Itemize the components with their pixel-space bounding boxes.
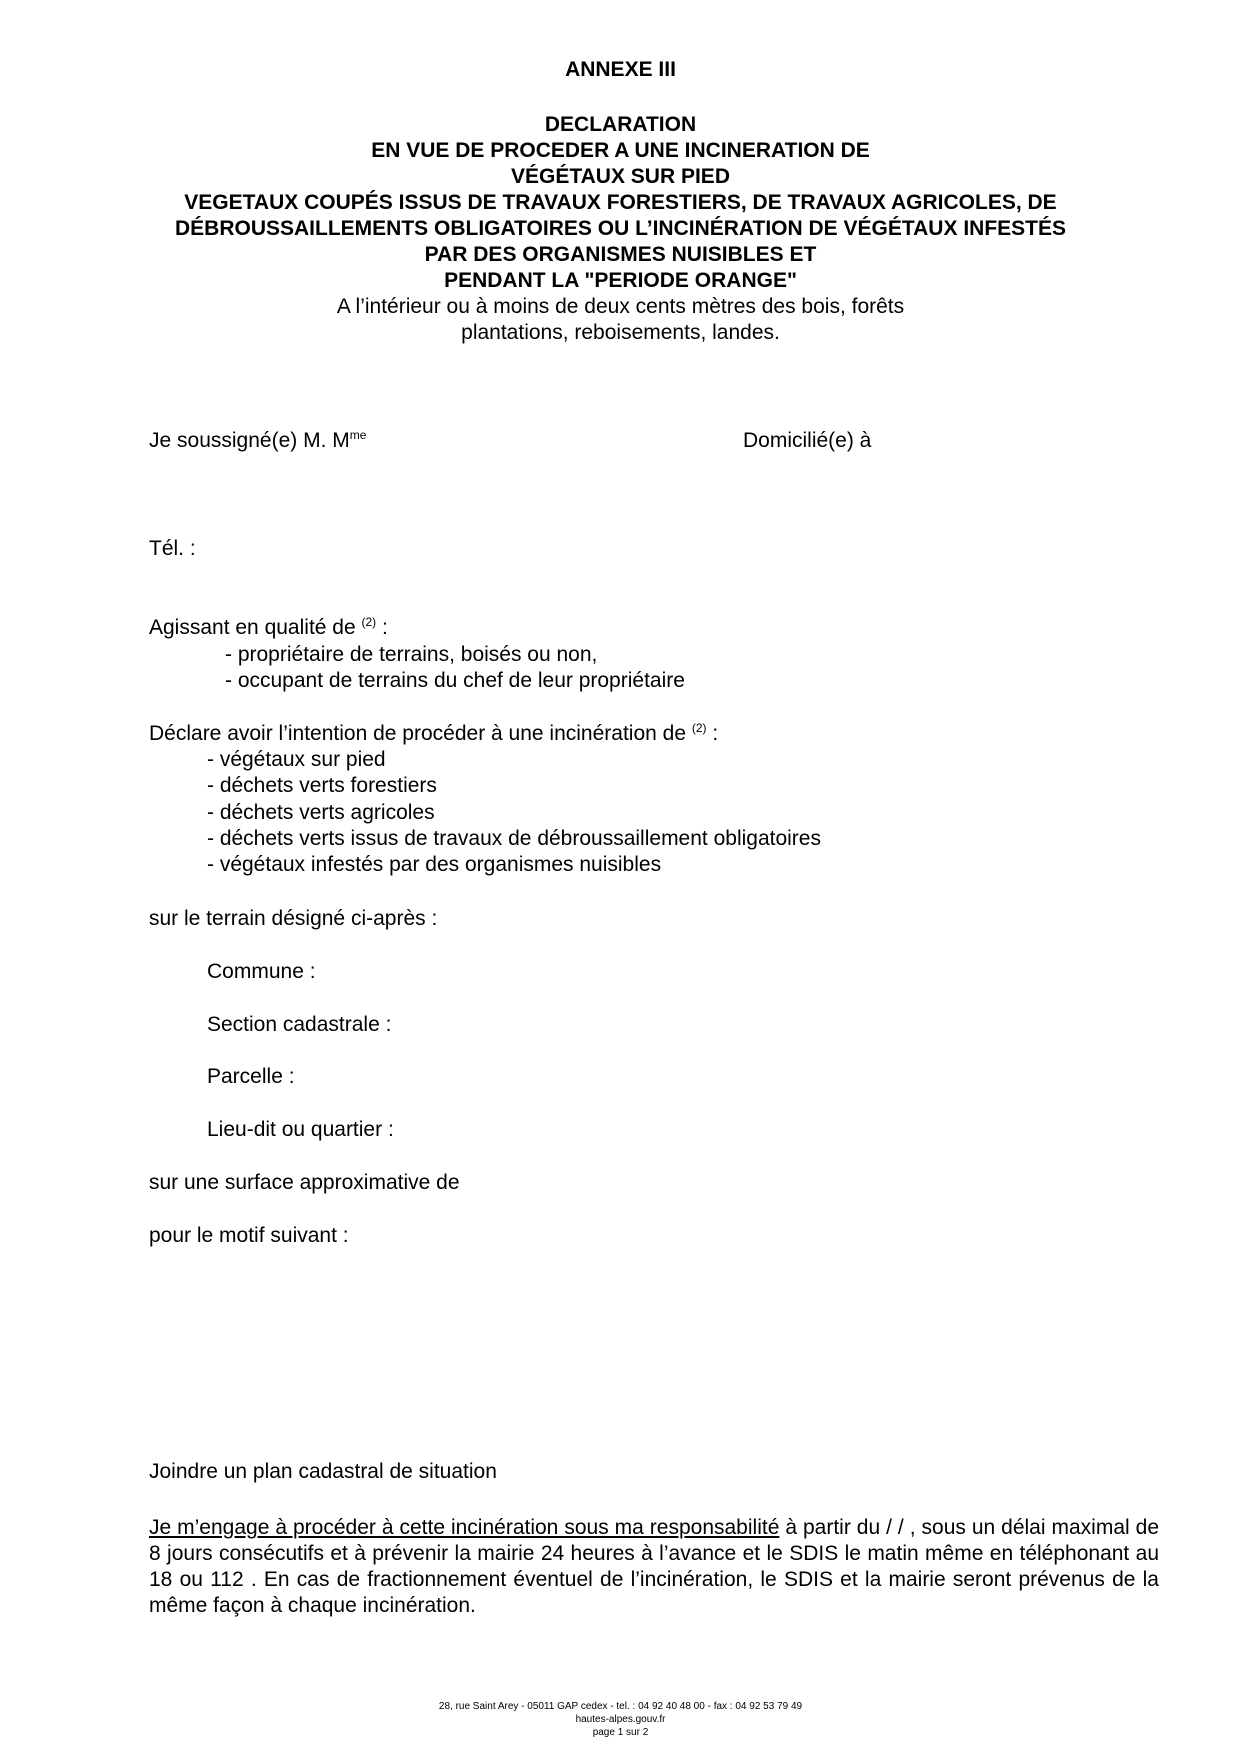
title-line: PAR DES ORGANISMES NUISIBLES ET	[424, 243, 817, 266]
soussigne-field	[149, 428, 366, 454]
domicile-label: Domicilié(e) à	[743, 429, 872, 452]
commitment-rest: un délai maximal de 8 jours consécutifs et à prévenir la mairie 24 heures à l’avance et le SDIS le matin même en téléphonant au 18 ou 112 . En cas de fractionnement éventuel de l’incinération, le SDIS et la mairie seront prévenus de la même façon à chaque incinération.	[149, 1516, 1159, 1617]
type-item: - déchets verts issus de travaux de débroussaillement obligatoires	[207, 827, 821, 850]
declare-label: Déclare avoir l’intention de procéder à une incinération de	[149, 722, 692, 745]
type-item: - déchets verts forestiers	[207, 774, 437, 797]
commitment-date: à partir du / / , sous	[779, 1516, 966, 1539]
commune-label: Commune :	[207, 960, 316, 983]
page-footer	[0, 1700, 1241, 1739]
lieudit-label: Lieu-dit ou quartier :	[207, 1118, 394, 1141]
title-line: PENDANT LA "PERIODE ORANGE"	[444, 269, 797, 292]
declare-field	[149, 721, 718, 747]
tel-label: Tél. :	[149, 537, 196, 560]
title-line: DÉBROUSSAILLEMENTS OBLIGATOIRES OU L’INCINÉRATION DE VÉGÉTAUX INFESTÉS	[174, 217, 1066, 240]
type-item: - végétaux infestés par des organismes nuisibles	[207, 853, 662, 876]
title-line: VEGETAUX COUPÉS ISSUS DE TRAVAUX FORESTIERS, DE TRAVAUX AGRICOLES, DE	[184, 191, 1057, 214]
type-item: - déchets verts agricoles	[207, 801, 435, 824]
soussigne-label: Je soussigné(e) M. M	[149, 429, 350, 452]
footer-page-number: page 1 sur 2	[592, 1727, 649, 1738]
agissant-label: Agissant en qualité de	[149, 616, 362, 639]
document-title	[0, 112, 1241, 294]
colon: :	[376, 616, 388, 639]
document-subtitle	[0, 294, 1241, 346]
footer-address: 28, rue Saint Arey - 05011 GAP cedex - tel. : 04 92 40 48 00 - fax : 04 92 53 79 49	[438, 1701, 803, 1712]
title-line: VÉGÉTAUX SUR PIED	[511, 165, 730, 188]
plan-cadastral-label: Joindre un plan cadastral de situation	[149, 1460, 497, 1483]
title-line: EN VUE DE PROCEDER A UNE INCINERATION DE	[371, 139, 870, 162]
motif-label: pour le motif suivant :	[149, 1224, 349, 1247]
soussigne-superscript: me	[349, 428, 367, 442]
title-line: DECLARATION	[544, 113, 697, 136]
annexe-heading: ANNEXE III	[565, 58, 676, 81]
footnote-ref: (2)	[361, 615, 377, 629]
subtitle-line: A l’intérieur ou à moins de deux cents mètres des bois, forêts	[336, 295, 905, 318]
agissant-field	[149, 615, 388, 641]
footnote-ref: (2)	[691, 721, 707, 735]
commitment-underlined: Je m’engage à procéder à cette incinération sous ma responsabilité	[149, 1516, 780, 1539]
qualite-item: - propriétaire de terrains, boisés ou non,	[225, 643, 598, 666]
parcelle-label: Parcelle :	[207, 1065, 295, 1088]
colon: :	[706, 722, 719, 745]
terrain-label: sur le terrain désigné ci-après :	[149, 907, 438, 930]
footer-website: hautes-alpes.gouv.fr	[575, 1714, 666, 1725]
qualite-item: - occupant de terrains du chef de leur propriétaire	[225, 669, 685, 692]
commitment-paragraph	[149, 1515, 1159, 1619]
subtitle-line: plantations, reboisements, landes.	[461, 321, 780, 344]
type-item: - végétaux sur pied	[207, 748, 386, 771]
section-cadastrale-label: Section cadastrale :	[207, 1013, 392, 1036]
surface-label: sur une surface approximative de	[149, 1171, 460, 1194]
